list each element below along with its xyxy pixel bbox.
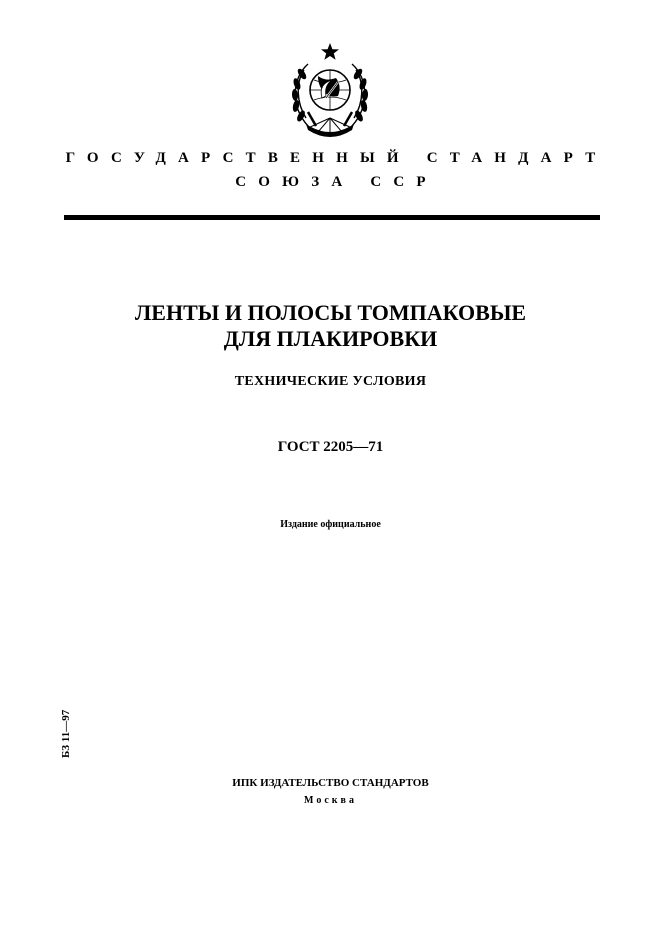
title-line-1: ЛЕНТЫ И ПОЛОСЫ ТОМПАКОВЫЕ bbox=[134, 300, 527, 325]
ussr-state-emblem-icon bbox=[278, 40, 382, 144]
standard-number: ГОСТ 2205—71 bbox=[277, 439, 384, 455]
edition-note: Издание официальное bbox=[280, 519, 381, 530]
document-subtitle: ТЕХНИЧЕСКИЕ УСЛОВИЯ bbox=[234, 374, 427, 389]
header-ussr: СОЮЗА ССР bbox=[235, 174, 438, 190]
publisher-name: ИПК ИЗДАТЕЛЬСТВО СТАНДАРТОВ bbox=[232, 777, 429, 789]
title-line-2: ДЛЯ ПЛАКИРОВКИ bbox=[223, 326, 438, 351]
header-divider bbox=[64, 215, 600, 220]
side-code: БЗ 11—97 bbox=[60, 709, 72, 758]
document-title bbox=[0, 300, 661, 352]
header-state-standard: ГОСУДАРСТВЕННЫЙ СТАНДАРТ bbox=[65, 150, 608, 166]
publisher-city: Москва bbox=[304, 795, 357, 806]
